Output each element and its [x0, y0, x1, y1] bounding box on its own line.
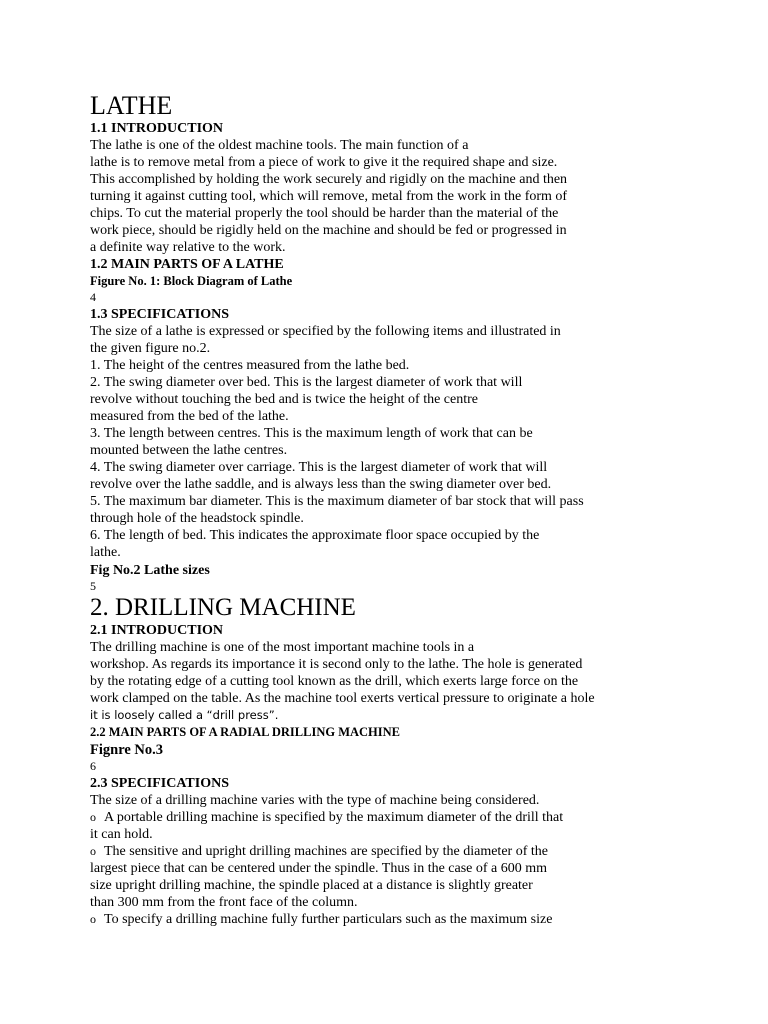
bullet-line — [90, 843, 750, 860]
document-page — [90, 92, 750, 928]
text-line: 4. The swing diameter over carriage. This is the largest diameter of work that will — [90, 460, 548, 475]
text-line: 3. The length between centres. This is the maximum length of work that can be — [90, 426, 533, 441]
figure2-caption: Fig No.2 Lathe sizes — [90, 563, 210, 578]
text-line: it is loosely called a “drill press”. — [90, 708, 279, 722]
lathe-intro-heading: 1.1 INTRODUCTION — [90, 121, 224, 136]
text-line: through hole of the headstock spindle. — [90, 511, 304, 526]
text-line: The size of a lathe is expressed or specified by the following items and illustrated in — [90, 324, 561, 339]
text-line: 1. The height of the centres measured from the lathe bed. — [90, 358, 410, 373]
text-line: A portable drilling machine is specified by the maximum diameter of the drill that — [104, 810, 564, 825]
lathe-spec-heading: 1.3 SPECIFICATIONS — [90, 307, 229, 322]
text-line: turning it against cutting tool, which will remove, metal from the work in the form of — [90, 189, 568, 204]
lathe-parts-heading: 1.2 MAIN PARTS OF A LATHE — [90, 257, 284, 272]
bullet-item — [90, 911, 750, 928]
text-line: work clamped on the table. As the machine tool exerts vertical pressure to originate a hole — [90, 691, 595, 706]
text-line: 6. The length of bed. This indicates the approximate floor space occupied by the — [90, 528, 540, 543]
page-number: 4 — [90, 290, 96, 304]
text-line: lathe is to remove metal from a piece of work to give it the required shape and size. — [90, 155, 558, 170]
text-line: This accomplished by holding the work securely and rigidly on the machine and then — [90, 172, 568, 187]
lathe-spec-paragraph — [90, 323, 750, 561]
bullet-line — [90, 809, 750, 826]
text-line: The drilling machine is one of the most important machine tools in a — [90, 640, 475, 655]
text-line: The size of a drilling machine varies with the type of machine being considered. — [90, 793, 540, 808]
text-line: a definite way relative to the work. — [90, 240, 286, 255]
bullet-line — [90, 911, 750, 928]
text-line: revolve over the lathe saddle, and is always less than the swing diameter over bed. — [90, 477, 552, 492]
page-number: 5 — [90, 579, 96, 593]
text-line: The lathe is one of the oldest machine tools. The main function of a — [90, 138, 469, 153]
text-line: largest piece that can be centered under the spindle. Thus in the case of a 600 mm — [90, 861, 548, 876]
text-line: chips. To cut the material properly the tool should be harder than the material of the — [90, 206, 559, 221]
figure1-caption: Figure No. 1: Block Diagram of Lathe — [90, 274, 293, 288]
text-line: mounted between the lathe centres. — [90, 443, 288, 458]
text-line: 2. The swing diameter over bed. This is the largest diameter of work that will — [90, 375, 523, 390]
text-line: the given figure no.2. — [90, 341, 211, 356]
bullet-item — [90, 843, 750, 911]
text-line: size upright drilling machine, the spindle placed at a distance is slightly greater — [90, 878, 533, 893]
bullet-item — [90, 809, 750, 843]
bullet-marker: o — [90, 912, 96, 926]
drilling-intro-heading: 2.1 INTRODUCTION — [90, 623, 224, 638]
text-line: measured from the bed of the lathe. — [90, 409, 289, 424]
bullet-marker: o — [90, 810, 96, 824]
text-line: The sensitive and upright drilling machines are specified by the diameter of the — [104, 844, 548, 859]
text-line: it can hold. — [90, 827, 153, 842]
page-number: 6 — [90, 759, 96, 773]
text-line: work piece, should be rigidly held on the machine and should be fed or progressed in — [90, 223, 567, 238]
text-line: by the rotating edge of a cutting tool known as the drill, which exerts large force on the — [90, 674, 579, 689]
text-line: lathe. — [90, 545, 121, 560]
drilling-title: 2. DRILLING MACHINE — [90, 594, 356, 621]
text-line: workshop. As regards its importance it is second only to the lathe. The hole is generated — [90, 657, 583, 672]
lathe-title: LATHE — [90, 91, 173, 120]
figure3-caption: Fignre No.3 — [90, 742, 164, 758]
text-line: revolve without touching the bed and is twice the height of the centre — [90, 392, 478, 407]
lathe-intro-paragraph — [90, 137, 750, 256]
text-line: 5. The maximum bar diameter. This is the maximum diameter of bar stock that will pass — [90, 494, 584, 509]
bullet-marker: o — [90, 844, 96, 858]
drilling-intro-paragraph — [90, 639, 750, 724]
text-line: than 300 mm from the front face of the column. — [90, 895, 358, 910]
drilling-parts-heading: 2.2 MAIN PARTS OF A RADIAL DRILLING MACHINE — [90, 725, 401, 739]
drilling-spec-heading: 2.3 SPECIFICATIONS — [90, 776, 229, 791]
text-line: To specify a drilling machine fully further particulars such as the maximum size — [104, 912, 553, 927]
